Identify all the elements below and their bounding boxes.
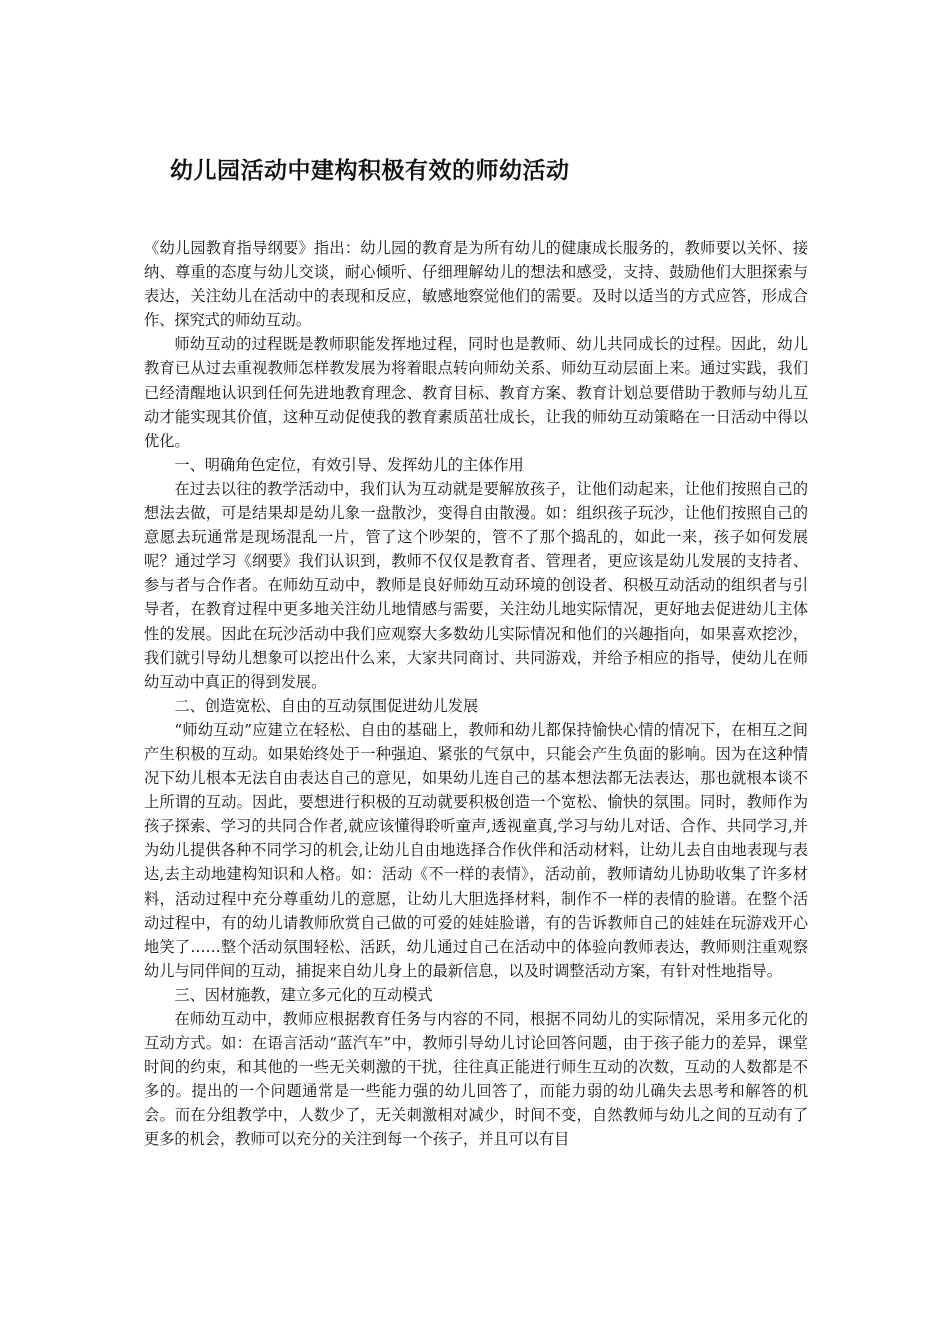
section-heading-1: 一、明确角色定位，有效引导、发挥幼儿的主体作用 bbox=[174, 455, 524, 474]
paragraph-intro: 《幼儿园教育指导纲要》指出：幼儿园的教育是为所有幼儿的健康成长服务的，教师要以关怀、接纳、尊重的态度与幼儿交谈，耐心倾听、仔细理解幼儿的想法和感受，支持、鼓励他们大胆探索与表达，关注幼儿在活动中的表现和反应，敏感地察觉他们的需要。及时以适当的方式应答，形成合作、探究式的师幼互动。 bbox=[144, 239, 808, 330]
section-heading-2: 二、创造宽松、自由的互动氛围促进幼儿发展 bbox=[174, 696, 479, 715]
paragraph-section-1: 在过去以往的教学活动中，我们认为互动就是要解放孩子，让他们动起来，让他们按照自己的想法去做，可是结果却是幼儿象一盘散沙，变得自由散漫。如：组织孩子玩沙，让他们按照自己的意愿去玩通常是现场混乱一片，管了这个吵架的，管不了那个捣乱的，如此一来，孩子如何发展呢？通过学习《纲要》我们认识到，教师不仅仅是教育者、管理者，更应该是幼儿发展的支持者、参与者与合作者。在师幼互动中，教师是良好师幼互动环境的创设者、积极互动活动的组织者与引导者，在教育过程中更多地关注幼儿地情感与需要，关注幼儿地实际情况，更好地去促进幼儿主体性的发展。因此在玩沙活动中我们应观察大多数幼儿实际情况和他们的兴趣指向，如果喜欢挖沙，我们就引导幼儿想象可以挖出什么来，大家共同商讨、共同游戏，并给予相应的指导，使幼儿在师幼互动中真正的得到发展。 bbox=[144, 479, 808, 691]
paragraph-section-2: “师幼互动”应建立在轻松、自由的基础上，教师和幼儿都保持愉快心情的情况下，在相互之间产生积极的互动。如果始终处于一种强迫、紧张的气氛中，只能会产生负面的影响。因为在这种情况下幼儿根本无法自由表达自己的意见，如果幼儿连自己的基本想法都无法表达，那也就根本谈不上所谓的互动。因此，要想进行积极的互动就要积极创造一个宽松、愉快的氛围。同时，教师作为孩子探索、学习的共同合作者,就应该懂得聆听童声,透视童真,学习与幼儿对话、合作、共同学习,并为幼儿提供各种不同学习的机会,让幼儿自由地选择合作伙伴和活动材料，让幼儿去自由地表现与表达,去主动地建构知识和人格。如：活动《不一样的表情》，活动前，教师请幼儿协助收集了许多材料，活动过程中充分尊重幼儿的意愿，让幼儿大胆选择材料，制作不一样的表情的脸谱。在整个活动过程中，有的幼儿请教师欣赏自己做的可爱的娃娃脸谱，有的告诉教师自己的娃娃在玩游戏开心地笑了……整个活动氛围轻松、活跃，幼儿通过自己在活动中的体验向教师表达，教师则注重观察幼儿与同伴间的互动，捕捉来自幼儿身上的最新信息，以及时调整活动方案，有针对性地指导。 bbox=[144, 720, 808, 980]
document-body bbox=[144, 236, 808, 1152]
document-title: 幼儿园活动中建构积极有效的师幼活动 bbox=[170, 158, 570, 184]
section-heading-3: 三、因材施教，建立多元化的互动模式 bbox=[174, 985, 433, 1004]
paragraph-section-3: 在师幼互动中，教师应根据教育任务与内容的不同，根据不同幼儿的实际情况，采用多元化的互动方式。如：在语言活动“蓝汽车”中，教师引导幼儿讨论回答问题，由于孩子能力的差异，课堂时间的约束，和其他的一些无关刺激的干扰，往往真正能进行师生互动的次数，互动的人数都是不多的。提出的一个问题通常是一些能力强的幼儿回答了，而能力弱的幼儿确失去思考和解答的机会。而在分组教学中，人数少了，无关刺激相对减少，时间不变，自然教师与幼儿之间的互动有了更多的机会，教师可以充分的关注到每一个孩子，并且可以有目 bbox=[144, 1010, 808, 1149]
paragraph-process: 师幼互动的过程既是教师职能发挥地过程，同时也是教师、幼儿共同成长的过程。因此，幼儿教育已从过去重视教师怎样教发展为将着眼点转向师幼关系、师幼互动层面上来。通过实践，我们已经清醒地认识到任何先进地教育理念、教育目标、教育方案、教育计划总要借助于教师与幼儿互动才能实现其价值，这种互动促使我的教育素质茁壮成长，让我的师幼互动策略在一日活动中得以优化。 bbox=[144, 335, 808, 450]
